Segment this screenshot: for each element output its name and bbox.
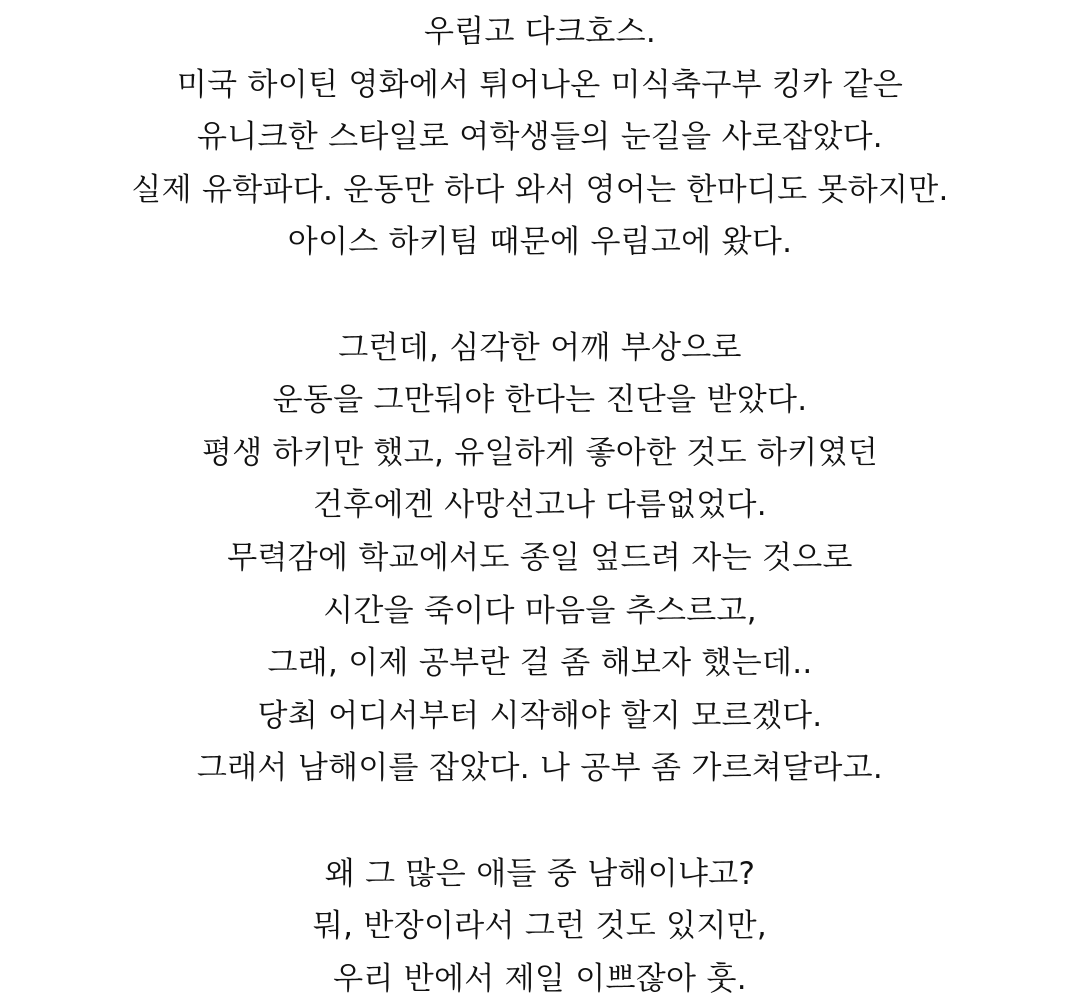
text-line: 건후에겐 사망선고나 다름없었다. [313,487,767,524]
character-description [0,6,1080,1005]
text-line: 그런데, 심각한 어깨 부상으로 [338,329,742,366]
text-line: 실제 유학파다. 운동만 하다 와서 영어는 한마디도 못하지만. [131,171,949,208]
text-line: 아이스 하키팀 때문에 우림고에 왔다. [287,224,793,261]
text-line: 그래, 이제 공부란 걸 좀 해보자 했는데.. [267,645,813,682]
paragraph-spacer [0,269,1080,322]
text-line: 우림고 다크호스. [423,14,657,50]
text-line: 그래서 남해이를 잡았다. 나 공부 좀 가르쳐달라고. [196,750,884,787]
text-line: 유니크한 스타일로 여학생들의 눈길을 사로잡았다. [197,119,883,156]
paragraph-spacer [0,795,1080,848]
text-line: 우리 반에서 제일 이쁘잖아 훗. [333,960,747,997]
text-line: 무력감에 학교에서도 종일 엎드려 자는 것으로 [227,539,853,576]
text-line: 뭐, 반장이라서 그런 것도 있지만, [312,908,768,945]
text-line: 당최 어디서부터 시작해야 할지 모르겠다. [257,697,823,734]
text-line: 왜 그 많은 애들 중 남해이냐고? [324,855,756,892]
text-line: 시간을 죽이다 마음을 추스르고, [323,592,757,629]
text-line: 미국 하이틴 영화에서 튀어나온 미식축구부 킹카 같은 [176,66,904,103]
text-line: 운동을 그만둬야 한다는 진단을 받았다. [272,382,808,419]
text-line: 평생 하키만 했고, 유일하게 좋아한 것도 하키였던 [202,434,878,471]
